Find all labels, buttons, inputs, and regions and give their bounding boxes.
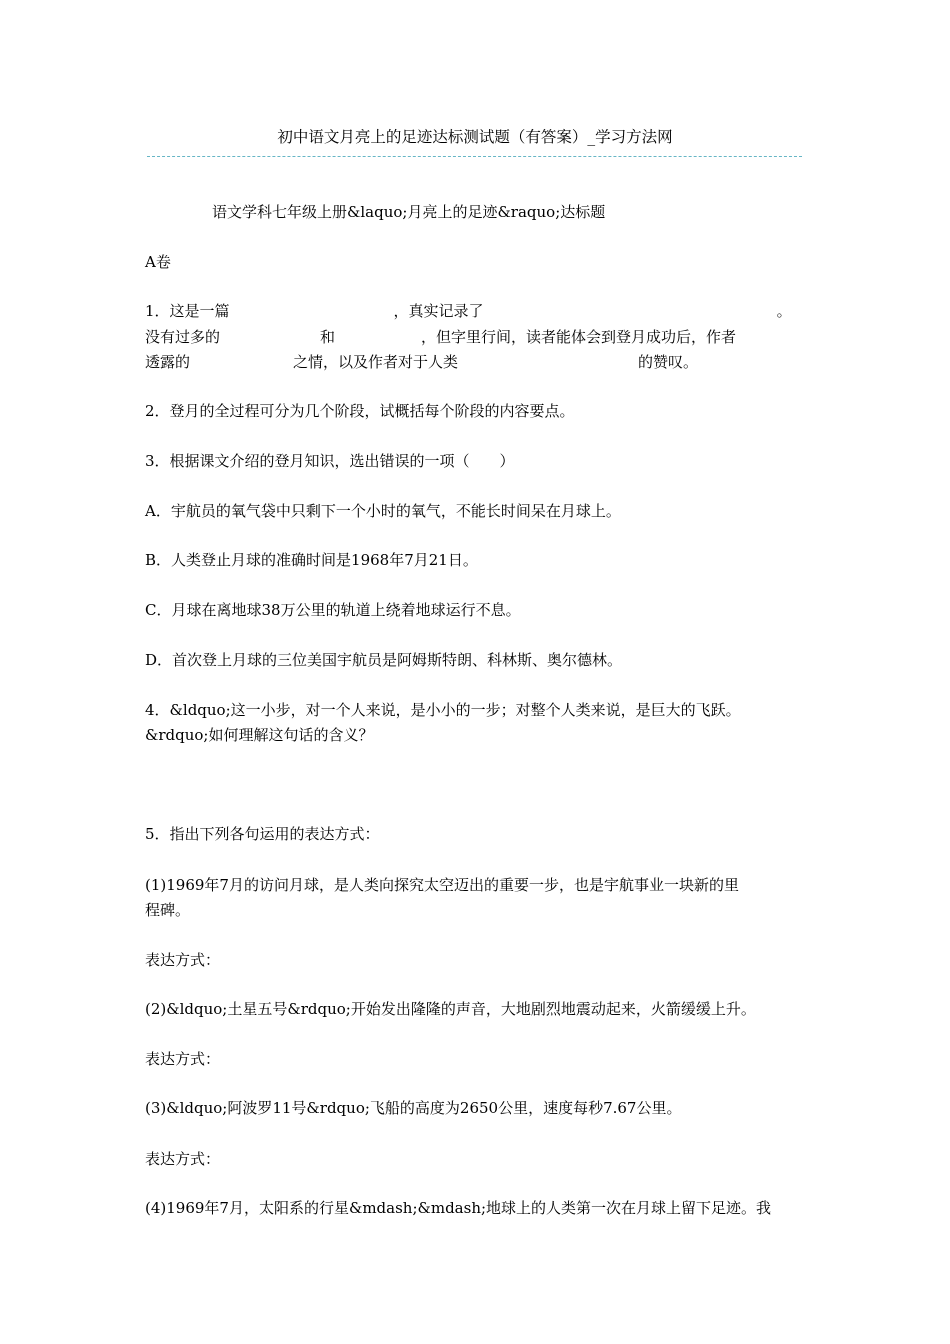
q1-text-c: 。 [776,302,792,320]
question-4-line-1: 4．&ldquo;这一小步，对一个人来说，是小小的一步；对整个人类来说，是巨大的飞跃。 [145,701,741,719]
question-4-line-2: &rdquo;如何理解这句话的含义？ [145,726,374,744]
answer-label: 表达方式： [145,1150,221,1168]
q1-text-b: ，真实记录了 [393,302,484,320]
q1-text-d: 没有过多的 [145,328,221,346]
q1-text-e: 和 [320,328,336,346]
q5-sentence-2: (2)&ldquo;土星五号&rdquo;开始发出隆隆的声音，大地剧烈地震动起来，火箭缓缓上升。 [145,1000,756,1018]
dashed-divider [147,156,802,157]
question-3: 3．根据课文介绍的登月知识，选出错误的一项（ ） [145,452,515,470]
q1-text-g: 透露的 [145,353,191,371]
question-5-prompt: 5．指出下列各句运用的表达方式： [145,825,380,843]
question-1-line-1 [145,300,792,322]
option-b: B．人类登止月球的准确时间是1968年7月21日。 [145,551,478,569]
q1-text-h: 之情，以及作者对于人类 [293,353,459,371]
q1-text-f: ，但字里行间，读者能体会到登月成功后，作者 [421,328,737,346]
option-d: D．首次登上月球的三位美国宇航员是阿姆斯特朗、科林斯、奥尔德林。 [145,651,623,669]
answer-label: 表达方式： [145,951,221,969]
section-label: A卷 [145,253,171,271]
document-title: 初中语文月亮上的足迹达标测试题（有答案）_学习方法网 [277,128,673,146]
q5-sentence-3: (3)&ldquo;阿波罗11号&rdquo;飞船的高度为2650公里，速度每秒7.67公里。 [145,1099,682,1117]
answer-label: 表达方式： [145,1050,221,1068]
question-1-line-3 [145,351,698,373]
q1-text-a: 1．这是一篇 [145,302,230,320]
question-1-line-2 [145,326,736,348]
document-subtitle: 语文学科七年级上册&laquo;月亮上的足迹&raquo;达标题 [212,203,606,221]
option-c: C．月球在离地球38万公里的轨道上绕着地球运行不息。 [145,601,521,619]
q1-text-i: 的赞叹。 [638,353,699,371]
question-2: 2．登月的全过程可分为几个阶段，试概括每个阶段的内容要点。 [145,402,575,420]
q5-sentence-1-line-2: 程碑。 [145,901,191,919]
q5-sentence-1-line-1: (1)1969年7月的访问月球，是人类向探究太空迈出的重要一步，也是宇航事业一块新的里 [145,876,739,894]
q5-sentence-4: (4)1969年7月，太阳系的行星&mdash;&mdash;地球上的人类第一次在月球上留下足迹。我 [145,1199,772,1217]
option-a: A．宇航员的氧气袋中只剩下一个小时的氧气，不能长时间呆在月球上。 [145,502,621,520]
